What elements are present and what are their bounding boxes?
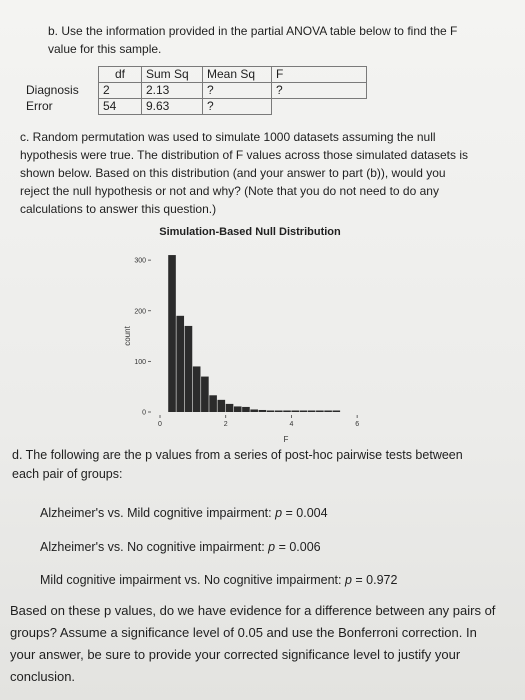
anova-header-cell: F	[272, 67, 367, 83]
x-axis-ticks	[158, 415, 359, 428]
x-tick-label: 2	[223, 421, 228, 428]
part-c-line: hypothesis were true. The distribution of F values across those simulated datasets is	[20, 148, 469, 162]
part-b-line-2: value for this sample.	[48, 42, 162, 56]
final-line: groups? Assume a significance level of 0.05 and use the Bonferroni correction. In	[10, 625, 477, 640]
part-c-question	[20, 128, 500, 218]
p-value: = 0.972	[351, 573, 398, 587]
anova-header-cell: df	[99, 67, 142, 83]
part-c-line: calculations to answer this question.)	[20, 202, 217, 216]
anova-row-error	[22, 99, 367, 115]
y-tick-label: 200	[134, 308, 146, 316]
part-c-line: c. Random permutation was used to simulate 1000 datasets assuming the null	[20, 130, 436, 144]
anova-cell: 9.63	[142, 99, 203, 115]
p-symbol: p	[275, 506, 283, 520]
y-tick-label: 0	[142, 409, 146, 417]
part-d-line-1: d. The following are the p values from a series of post-hoc pairwise tests between	[12, 448, 463, 462]
histogram-bar	[333, 411, 341, 413]
anova-header-cell: Sum Sq	[142, 67, 203, 83]
part-c-line: shown below. Based on this distribution (and your answer to part (b)), would you	[20, 166, 446, 180]
anova-cell: ?	[203, 83, 272, 99]
anova-cell: 54	[99, 99, 142, 115]
chart-title: Simulation-Based Null Distribution	[159, 226, 341, 238]
anova-row-diagnosis	[22, 83, 367, 99]
y-axis-ticks	[134, 258, 151, 417]
anova-cell: 2	[99, 83, 142, 99]
anova-cell	[272, 99, 367, 115]
null-distribution-histogram	[110, 240, 400, 450]
anova-cell: 2.13	[142, 83, 203, 99]
histogram-bar	[250, 409, 258, 412]
x-tick-label: 0	[158, 421, 162, 428]
histogram-bar	[209, 395, 217, 412]
pairwise-test-2	[40, 540, 321, 554]
test-label: Alzheimer's vs. No cognitive impairment:	[40, 540, 269, 554]
histogram-bar	[259, 410, 267, 412]
part-c-line: reject the null hypothesis or not and why? (Note that you do not need to do any	[20, 184, 439, 198]
p-value: = 0.004	[282, 506, 328, 520]
final-question	[10, 600, 515, 688]
histogram-bar	[316, 411, 324, 413]
histogram-bar	[193, 366, 201, 412]
x-tick-label: 4	[289, 421, 294, 428]
final-line: Based on these p values, do we have evidence for a difference between any pairs of	[10, 603, 496, 618]
part-d-line-2: each pair of groups:	[12, 467, 123, 481]
p-symbol: p	[268, 540, 276, 554]
histogram-bar	[234, 406, 242, 412]
part-d-question	[12, 446, 512, 484]
p-value: = 0.006	[275, 540, 321, 554]
test-label: Alzheimer's vs. Mild cognitive impairment:	[40, 506, 276, 520]
anova-header-cell: Mean Sq	[203, 67, 272, 83]
anova-row-label: Error	[22, 99, 99, 115]
y-tick-label: 100	[134, 358, 146, 366]
part-b-question	[48, 22, 498, 58]
histogram-bar	[218, 400, 226, 412]
histogram-bar	[291, 411, 299, 413]
p-symbol: p	[344, 573, 352, 587]
pairwise-test-1	[40, 506, 328, 520]
histogram-bar	[201, 377, 209, 412]
final-line: conclusion.	[10, 669, 76, 684]
histogram-bar	[176, 316, 184, 412]
histogram-bar	[242, 407, 250, 412]
histogram-bar	[275, 411, 283, 413]
test-label: Mild cognitive impairment vs. No cognitive impairment:	[40, 573, 345, 587]
histogram-bar	[226, 404, 234, 412]
anova-row-label: Diagnosis	[22, 83, 99, 99]
histogram-bar	[168, 255, 176, 412]
anova-cell: ?	[203, 99, 272, 115]
x-tick-label: 6	[355, 421, 360, 428]
final-line: your answer, be sure to provide your corrected significance level to justify your	[10, 647, 461, 662]
pairwise-test-3	[40, 573, 397, 587]
anova-header-row	[22, 67, 367, 83]
y-tick-label: 300	[134, 257, 146, 265]
histogram-bar	[300, 411, 308, 413]
anova-cell: ?	[272, 83, 367, 99]
histogram-bar	[185, 326, 193, 412]
histogram-bar	[308, 411, 316, 413]
x-axis-label: F	[283, 435, 289, 444]
part-b-line-1: b. Use the information provided in the partial ANOVA table below to find the F	[48, 24, 458, 38]
histogram-bar	[283, 411, 291, 413]
histogram-bars	[168, 255, 340, 412]
histogram-bar	[324, 411, 332, 413]
anova-table	[22, 66, 367, 115]
anova-header-cell	[22, 67, 99, 83]
histogram-bar	[267, 410, 275, 412]
y-axis-label: count	[123, 326, 132, 346]
